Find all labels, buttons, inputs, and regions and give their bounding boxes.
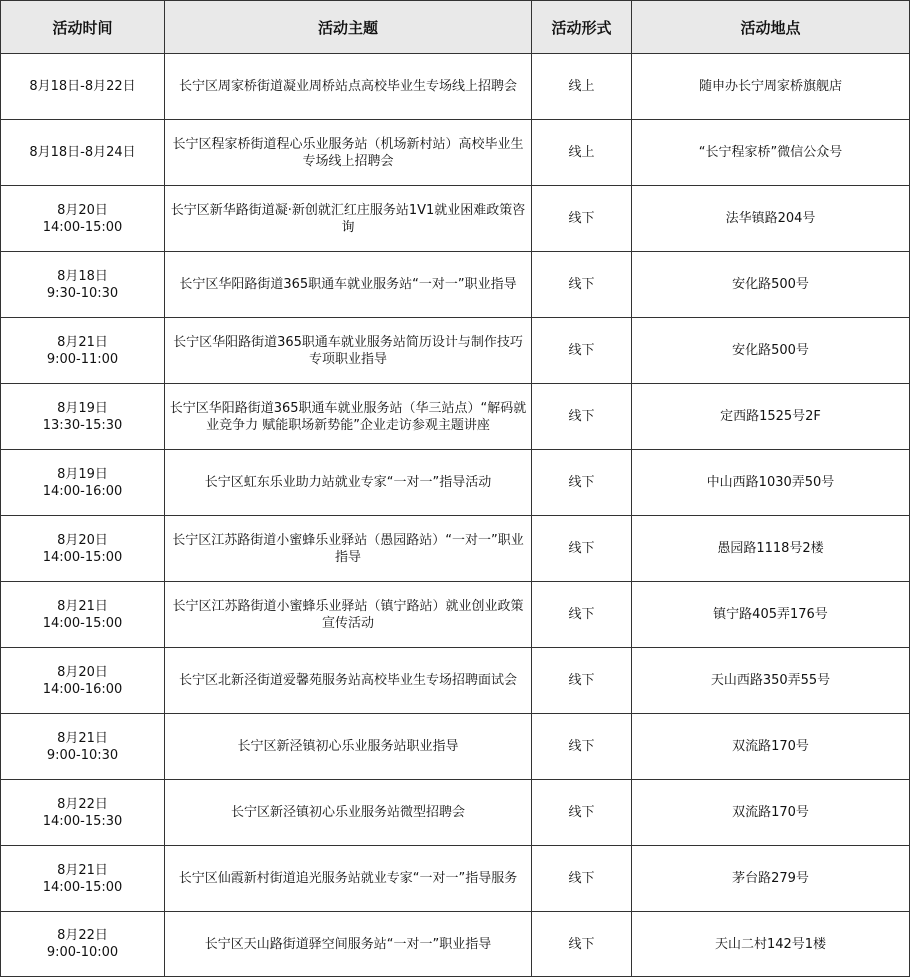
- table-row: [1, 516, 910, 582]
- cell-activity-location: 安化路500号: [632, 252, 910, 318]
- cell-activity-format: 线下: [532, 252, 632, 318]
- cell-activity-theme: 长宁区仙霞新村街道追光服务站就业专家“一对一”指导服务: [165, 846, 532, 912]
- cell-activity-location: 法华镇路204号: [632, 186, 910, 252]
- cell-activity-location: 定西路1525号2F: [632, 384, 910, 450]
- cell-activity-theme: 长宁区新泾镇初心乐业服务站职业指导: [165, 714, 532, 780]
- header-row: [1, 1, 910, 54]
- activity-date: 8月18日-8月24日: [29, 145, 136, 160]
- activity-date: 8月19日: [57, 400, 108, 416]
- cell-activity-time: [1, 186, 165, 252]
- activity-date: 8月22日: [57, 928, 108, 943]
- cell-activity-format: 线下: [532, 780, 632, 846]
- cell-activity-theme: 长宁区华阳路街道365职通车就业服务站简历设计与制作技巧专项职业指导: [165, 318, 532, 384]
- activity-date: 8月20日: [57, 202, 108, 218]
- cell-activity-format: 线下: [532, 912, 632, 977]
- cell-activity-time: [1, 714, 165, 780]
- table-body: [1, 54, 910, 977]
- activity-date: 8月18日-8月22日: [29, 79, 136, 94]
- table-row: [1, 252, 910, 318]
- activity-hours: 9:00-10:30: [46, 747, 119, 763]
- table-header: [1, 1, 910, 54]
- cell-activity-theme: 长宁区虹东乐业助力站就业专家“一对一”指导活动: [165, 450, 532, 516]
- cell-activity-theme: 长宁区新华路街道凝·新创就汇红庄服务站1V1就业困难政策咨询: [165, 186, 532, 252]
- activity-date: 8月21日: [57, 862, 108, 878]
- activity-date: 8月22日: [57, 796, 108, 812]
- activity-date: 8月18日: [57, 268, 108, 284]
- cell-activity-location: 双流路170号: [632, 780, 910, 846]
- cell-activity-theme: 长宁区华阳路街道365职通车就业服务站（华三站点）“解码就业竞争力 赋能职场新势能”企业走访参观主题讲座: [165, 384, 532, 450]
- activity-date: 8月21日: [57, 334, 108, 350]
- cell-activity-location: 镇宁路405弄176号: [632, 582, 910, 648]
- cell-activity-time: [1, 648, 165, 714]
- table-row: [1, 582, 910, 648]
- cell-activity-theme: 长宁区北新泾街道爱馨苑服务站高校毕业生专场招聘面试会: [165, 648, 532, 714]
- cell-activity-location: 双流路170号: [632, 714, 910, 780]
- cell-activity-location: 茅台路279号: [632, 846, 910, 912]
- cell-activity-time: [1, 252, 165, 318]
- activity-date: 8月20日: [57, 664, 108, 680]
- cell-activity-format: 线下: [532, 516, 632, 582]
- activity-hours: 14:00-15:00: [42, 615, 123, 631]
- cell-activity-theme: 长宁区周家桥街道凝业周桥站点高校毕业生专场线上招聘会: [165, 54, 532, 120]
- table-row: [1, 846, 910, 912]
- table-row: [1, 714, 910, 780]
- table-row: [1, 912, 910, 977]
- activity-hours: 14:00-15:00: [42, 879, 123, 895]
- cell-activity-format: 线下: [532, 714, 632, 780]
- cell-activity-format: 线上: [532, 54, 632, 120]
- cell-activity-format: 线下: [532, 582, 632, 648]
- activity-hours: 9:00-10:00: [46, 945, 119, 960]
- cell-activity-format: 线下: [532, 384, 632, 450]
- activity-hours: 14:00-15:30: [42, 813, 123, 829]
- cell-activity-time: [1, 912, 165, 977]
- activity-hours: 9:00-11:00: [46, 351, 119, 367]
- cell-activity-theme: 长宁区江苏路街道小蜜蜂乐业驿站（镇宁路站）就业创业政策宣传活动: [165, 582, 532, 648]
- activity-hours: 14:00-16:00: [42, 483, 123, 499]
- cell-activity-format: 线下: [532, 450, 632, 516]
- activity-hours: 14:00-15:00: [42, 549, 123, 565]
- table-row: [1, 54, 910, 120]
- table-row: [1, 120, 910, 186]
- table-row: [1, 186, 910, 252]
- cell-activity-format: 线下: [532, 846, 632, 912]
- cell-activity-format: 线下: [532, 186, 632, 252]
- activity-hours: 14:00-16:00: [42, 681, 123, 697]
- cell-activity-location: 愚园路1118号2楼: [632, 516, 910, 582]
- cell-activity-time: [1, 384, 165, 450]
- cell-activity-format: 线上: [532, 120, 632, 186]
- activity-date: 8月21日: [57, 598, 108, 614]
- cell-activity-theme: 长宁区天山路街道驿空间服务站“一对一”职业指导: [165, 912, 532, 977]
- activity-date: 8月20日: [57, 532, 108, 548]
- cell-activity-time: [1, 318, 165, 384]
- activity-hours: 13:30-15:30: [42, 417, 123, 433]
- cell-activity-time: [1, 54, 165, 120]
- cell-activity-location: 天山二村142号1楼: [632, 912, 910, 977]
- table-row: [1, 318, 910, 384]
- cell-activity-time: [1, 780, 165, 846]
- cell-activity-theme: 长宁区华阳路街道365职通车就业服务站“一对一”职业指导: [165, 252, 532, 318]
- header-activity-format: 活动形式: [532, 1, 632, 54]
- header-activity-theme: 活动主题: [165, 1, 532, 54]
- activity-date: 8月21日: [57, 730, 108, 746]
- activity-hours: 9:30-10:30: [46, 285, 119, 301]
- header-activity-time: 活动时间: [1, 1, 165, 54]
- cell-activity-location: 天山西路350弄55号: [632, 648, 910, 714]
- cell-activity-time: [1, 846, 165, 912]
- table-row: [1, 780, 910, 846]
- cell-activity-format: 线下: [532, 318, 632, 384]
- cell-activity-location: 中山西路1030弄50号: [632, 450, 910, 516]
- cell-activity-theme: 长宁区新泾镇初心乐业服务站微型招聘会: [165, 780, 532, 846]
- cell-activity-location: 安化路500号: [632, 318, 910, 384]
- activity-hours: 14:00-15:00: [42, 219, 123, 235]
- table-row: [1, 450, 910, 516]
- activity-date: 8月19日: [57, 466, 108, 482]
- table-row: [1, 384, 910, 450]
- table-row: [1, 648, 910, 714]
- cell-activity-location: “长宁程家桥”微信公众号: [632, 120, 910, 186]
- header-activity-location: 活动地点: [632, 1, 910, 54]
- cell-activity-location: 随申办长宁周家桥旗舰店: [632, 54, 910, 120]
- cell-activity-theme: 长宁区江苏路街道小蜜蜂乐业驿站（愚园路站）“一对一”职业指导: [165, 516, 532, 582]
- cell-activity-format: 线下: [532, 648, 632, 714]
- cell-activity-theme: 长宁区程家桥街道程心乐业服务站（机场新村站）高校毕业生专场线上招聘会: [165, 120, 532, 186]
- cell-activity-time: [1, 516, 165, 582]
- cell-activity-time: [1, 120, 165, 186]
- cell-activity-time: [1, 450, 165, 516]
- cell-activity-time: [1, 582, 165, 648]
